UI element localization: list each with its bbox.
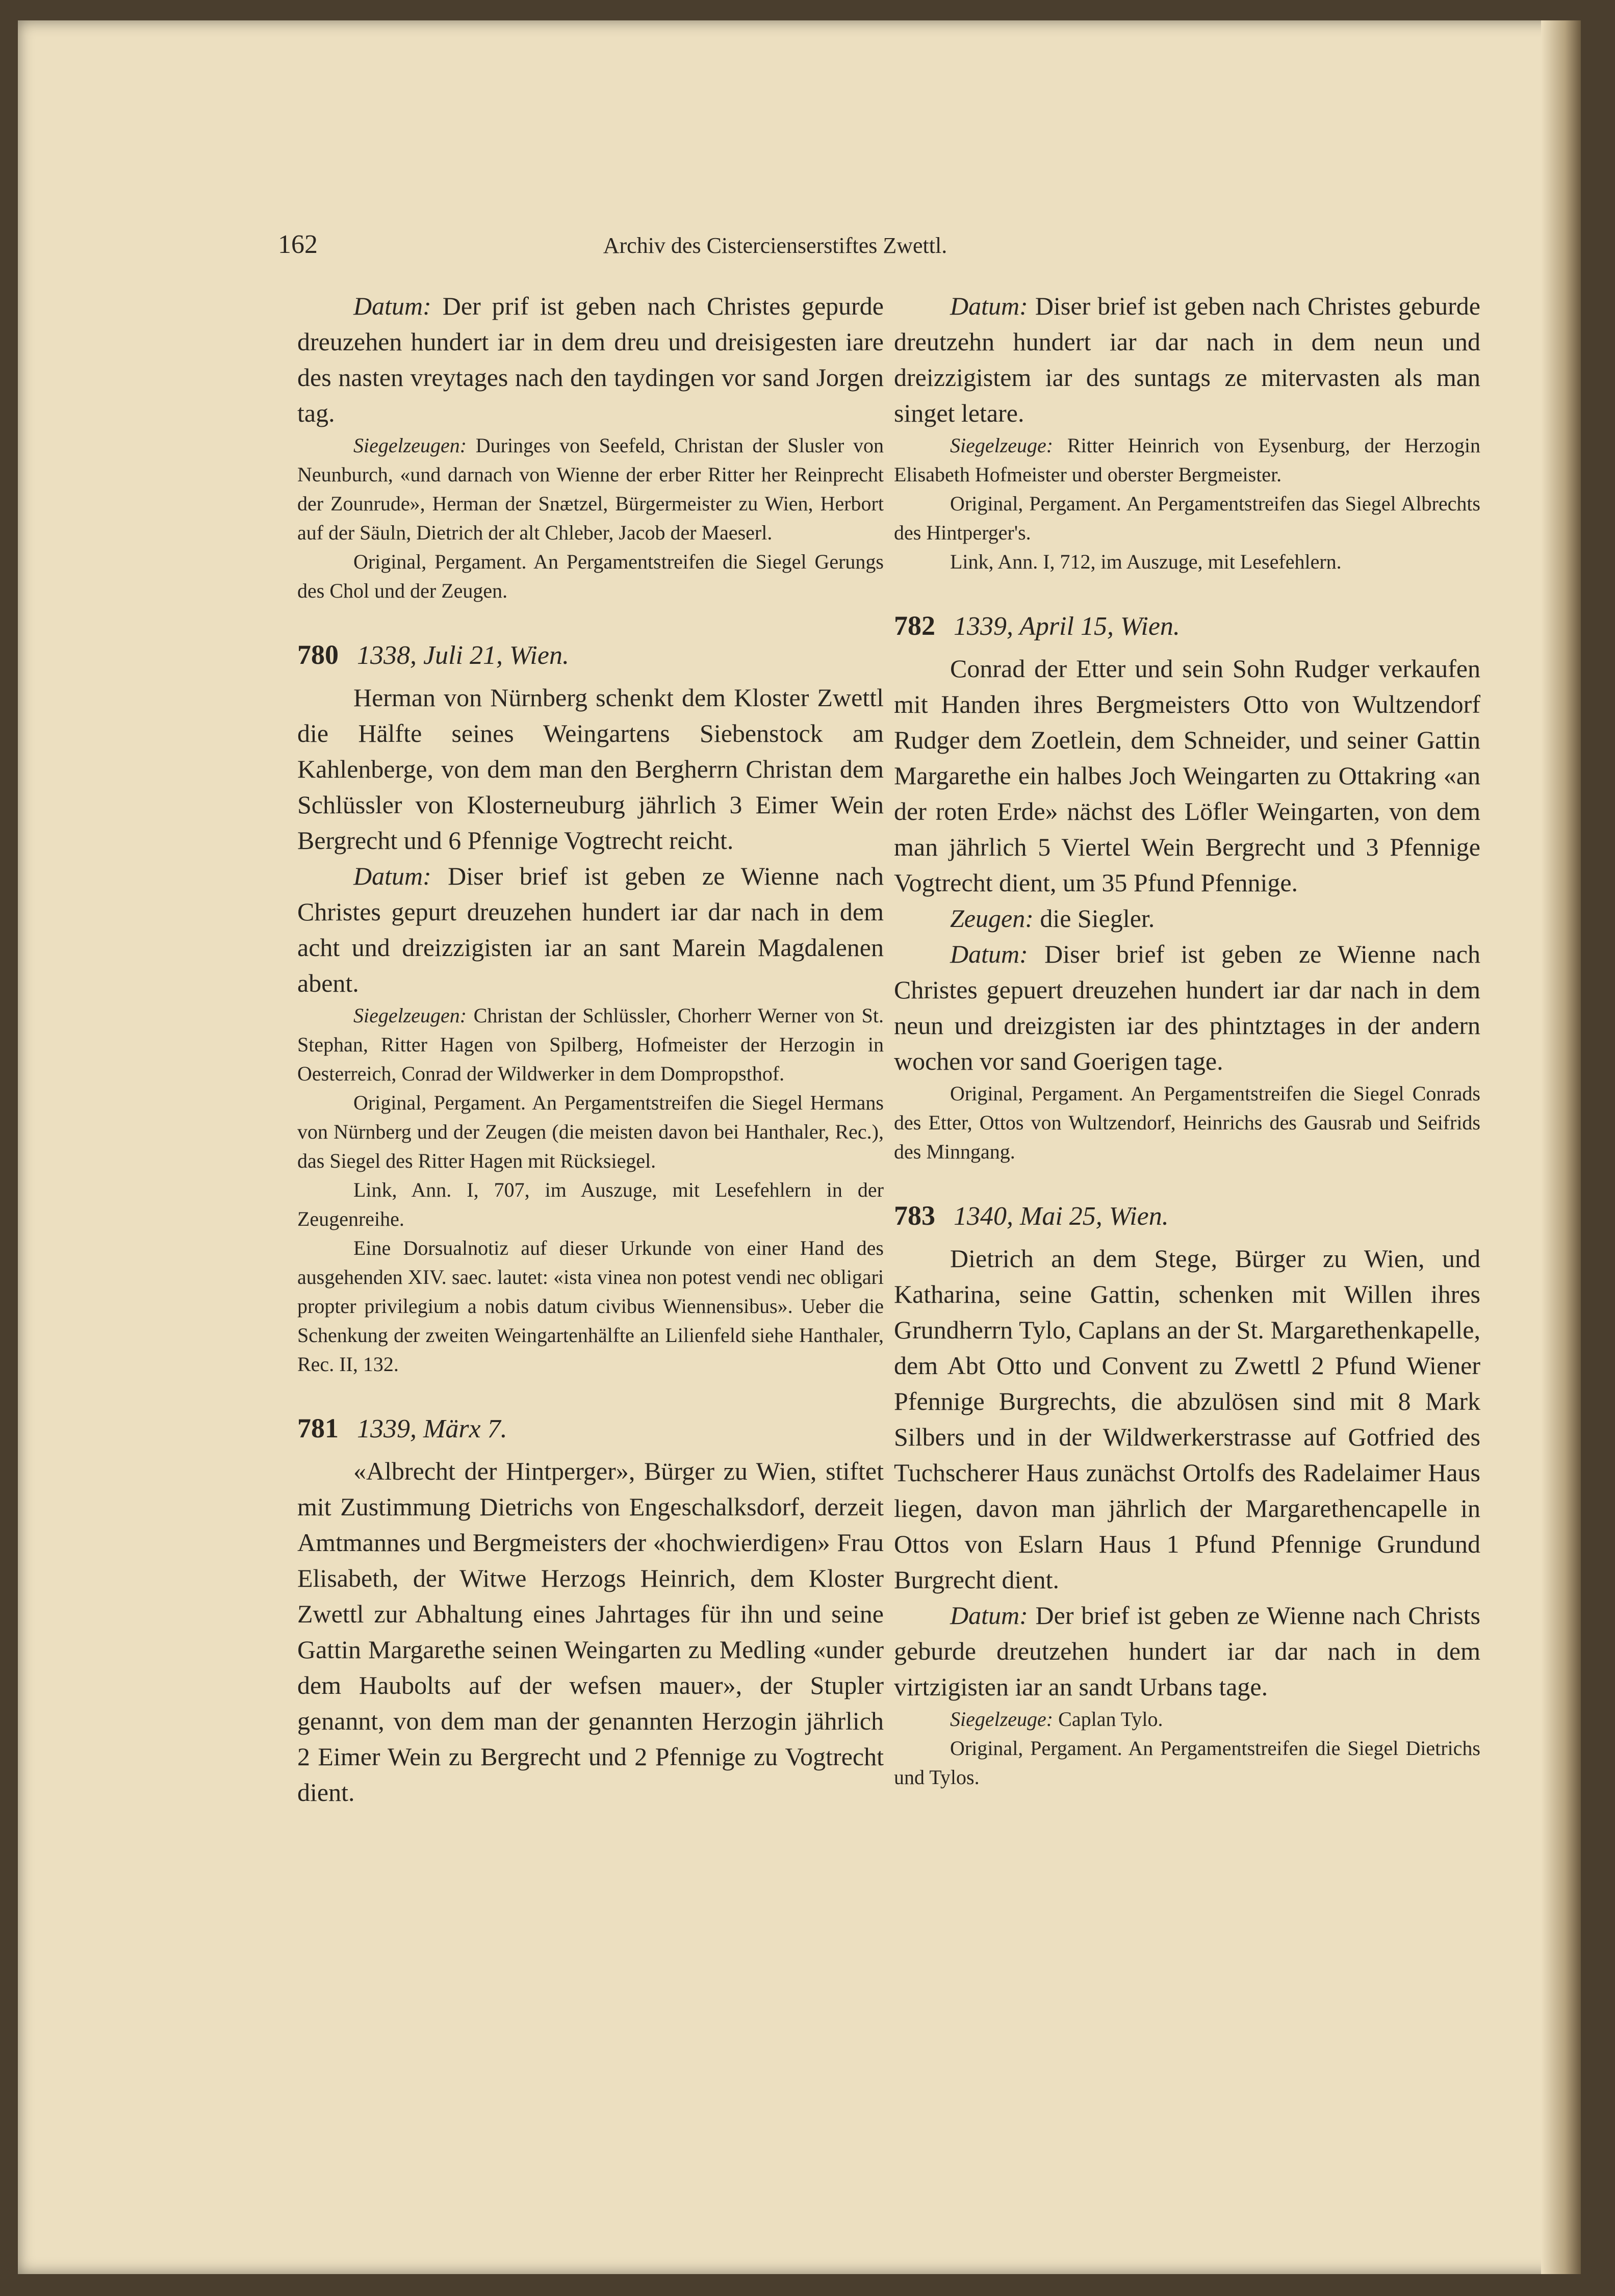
siegel-label: Siegelzeuge: bbox=[950, 1708, 1054, 1731]
siegel-label: Siegelzeugen: bbox=[353, 1004, 467, 1027]
datum-label: Datum: bbox=[950, 940, 1028, 968]
note-paragraph: Link, Ann. I, 707, im Auszuge, mit Lesefehlern in der Zeugenreihe. bbox=[297, 1178, 884, 1230]
note-paragraph: Original, Pergament. An Pergamentstreifen die Siegel Hermans von Nürnberg und der Zeugen (die meisten davon bei Hanthaler, Rec.), das Siegel des Ritter Hagen mit Rücksiegel. bbox=[297, 1091, 884, 1172]
datum-text: Diser brief ist geben nach Christes geburde dreutzehn hundert iar dar nach in dem neun und dreizzigistem iar des suntags ze mitervasten als man singet letare. bbox=[894, 292, 1481, 427]
entry-heading-783 bbox=[894, 1198, 1480, 1234]
entry-number: 782 bbox=[894, 610, 935, 641]
entry-date: 1340, Mai 25, Wien. bbox=[954, 1202, 1169, 1231]
datum-text: Diser brief ist geben ze Wienne nach Christes gepurt dreuzehen hundert iar dar nach in dem acht und dreizzigisten iar an sant Marein Magdalenen abent. bbox=[297, 862, 884, 997]
datum-paragraph bbox=[894, 288, 1480, 431]
entry-heading-780 bbox=[297, 637, 884, 674]
running-title: Archiv des Cistercienserstiftes Zwettl. bbox=[603, 233, 947, 258]
note-paragraph: Original, Pergament. An Pergamentstreifen die Siegel Gerungs des Chol und der Zeugen. bbox=[297, 550, 884, 602]
entry-heading-782 bbox=[894, 608, 1480, 644]
siegel-paragraph bbox=[297, 431, 884, 547]
datum-paragraph bbox=[894, 1597, 1480, 1705]
zeugen-label: Zeugen: bbox=[950, 904, 1034, 933]
entry-number: 781 bbox=[297, 1413, 339, 1443]
entry-date: 1339, April 15, Wien. bbox=[954, 612, 1180, 641]
entry-date: 1338, Juli 21, Wien. bbox=[357, 641, 569, 670]
siegel-label: Siegelzeugen: bbox=[353, 434, 467, 457]
datum-text: Der brief ist geben ze Wienne nach Christs geburde dreutzehen hundert iar dar nach in dem virtzigisten iar an sandt Urbans tage. bbox=[894, 1601, 1480, 1701]
datum-text: Diser brief ist geben ze Wienne nach Christes gepuert dreuzehen hundert iar dar nach in dem neun und dreizgisten iar des phintztages in der andern wochen vor sand Goerigen tage. bbox=[894, 940, 1480, 1075]
entry-summary: Conrad der Etter und sein Sohn Rudger verkaufen mit Handen ihres Bergmeisters Otto von Wultzendorf Rudger dem Zoetlein, dem Schneider, und seiner Gattin Margarethe ein halbes Joch Weingarten zu Ottakring «an der roten Erde» nächst des Löfler Weingarten, von dem man jährlich 5 Viertel Wein Bergrecht und 3 Pfennige Vogtrecht dient, um 35 Pfund Pfennige. bbox=[894, 654, 1480, 897]
siegel-paragraph bbox=[297, 1001, 884, 1088]
book-page bbox=[18, 20, 1581, 2274]
right-column bbox=[894, 288, 1480, 1792]
datum-text: Der prif ist geben nach Christes gepurde dreuzehen hundert iar in dem dreu und dreisigesten iare des nasten vreytages nach den taydingen vor sand Jorgen tag. bbox=[297, 292, 884, 427]
siegel-text: Caplan Tylo. bbox=[1058, 1708, 1163, 1731]
note-paragraph: Original, Pergament. An Pergamentstreifen die Siegel Dietrichs und Tylos. bbox=[894, 1737, 1480, 1789]
entry-summary: Dietrich an dem Stege, Bürger zu Wien, und Katharina, seine Gattin, schenken mit Willen ihres Grundherrn Tylo, Caplans an der St. Margarethenkapelle, dem Abt Otto und Convent zu Zwettl 2 Pfund Wiener Pfennige Burgrechts, die abzulösen sind mit 8 Mark Silbers und in der Wildwerkerstrasse auf Gotfried des Tuchscherer Haus zunächst Ortolfs des Radelaimer Haus liegen, davon man jährlich der Margarethencapelle in Ottos von Eslarn Haus 1 Pfund Pfennige Grundund Burgrecht dient. bbox=[894, 1244, 1480, 1594]
left-column bbox=[297, 288, 884, 1810]
siegel-label: Siegelzeuge: bbox=[950, 434, 1054, 457]
datum-paragraph bbox=[297, 288, 884, 431]
page-gutter bbox=[1541, 20, 1581, 2274]
note-paragraph: Eine Dorsualnotiz auf dieser Urkunde von einer Hand des ausgehenden XIV. saec. lautet: «ista vinea non potest vendi nec obligari propter privilegium a nobis datum civibus Wiennensibus». Ueber die Schenkung der zweiten Weingartenhälfte an Lilienfeld siehe Hanthaler, Rec. II, 132. bbox=[297, 1236, 884, 1376]
siegel-text: Christan der Schlüssler, Chorherr Werner von St. Stephan, Ritter Hagen von Spilberg, Hofmeister der Herzogin in Oesterreich, Conrad der Wildwerker in dem Dompropsthof. bbox=[297, 1004, 884, 1085]
datum-paragraph bbox=[894, 936, 1480, 1079]
note-paragraph: Original, Pergament. An Pergamentstreifen die Siegel Conrads des Etter, Ottos von Wultzendorf, Heinrichs des Gausrab und Seifrids des Minngang. bbox=[894, 1082, 1480, 1163]
siegel-text: Ritter Heinrich von Eysenburg, der Herzogin Elisabeth Hofmeister und oberster Bergmeister. bbox=[894, 434, 1480, 486]
entry-number: 780 bbox=[297, 639, 339, 670]
page-number: 162 bbox=[278, 230, 318, 259]
note-paragraph: Original, Pergament. An Pergamentstreifen das Siegel Albrechts des Hintperger's. bbox=[894, 492, 1480, 544]
datum-label: Datum: bbox=[353, 862, 431, 890]
datum-label: Datum: bbox=[950, 292, 1028, 320]
zeugen-text: die Siegler. bbox=[1040, 904, 1155, 933]
entry-summary: Herman von Nürnberg schenkt dem Kloster Zwettl die Hälfte seines Weingartens Siebenstock am Kahlenberge, von dem man den Bergherrn Christan dem Schlüssler von Klosterneuburg jährlich 3 Eimer Wein Bergrecht und 6 Pfennige Vogtrecht reicht. bbox=[297, 683, 884, 855]
note-paragraph: Link, Ann. I, 712, im Auszuge, mit Lesefehlern. bbox=[950, 550, 1342, 573]
entry-summary: «Albrecht der Hintperger», Bürger zu Wien, stiftet mit Zustimmung Dietrichs von Engeschalksdorf, derzeit Amtmannes und Bergmeisters der «hochwierdigen» Frau Elisabeth, der Witwe Herzogs Heinrich, dem Kloster Zwettl zur Abhaltung eines Jahrtages für ihn und seine Gattin Margarethe seinen Weingarten zu Medling «under dem Haubolts auf der wefsen mauer», der Stupler genannt, von dem man der genannten Herzogin jährlich 2 Eimer Wein zu Bergrecht und 2 Pfennige zu Vogtrecht dient. bbox=[297, 1457, 884, 1807]
entry-date: 1339, Märx 7. bbox=[357, 1414, 507, 1443]
datum-paragraph bbox=[297, 858, 884, 1001]
entry-heading-781 bbox=[297, 1410, 884, 1447]
entry-number: 783 bbox=[894, 1200, 935, 1231]
datum-label: Datum: bbox=[353, 292, 431, 320]
zeugen-paragraph bbox=[894, 900, 1480, 936]
siegel-paragraph bbox=[894, 1705, 1480, 1734]
siegel-paragraph bbox=[894, 431, 1480, 489]
running-header bbox=[278, 229, 1272, 270]
datum-label: Datum: bbox=[950, 1601, 1028, 1630]
siegel-text: Duringes von Seefeld, Christan der Slusler von Neunburch, «und darnach von Wienne der erber Ritter her Reinprecht der Zounrude», Herman der Snætzel, Bürgermeister zu Wien, Herbort auf der Säuln, Dietrich der alt Chleber, Jacob der Maeserl. bbox=[297, 434, 884, 544]
